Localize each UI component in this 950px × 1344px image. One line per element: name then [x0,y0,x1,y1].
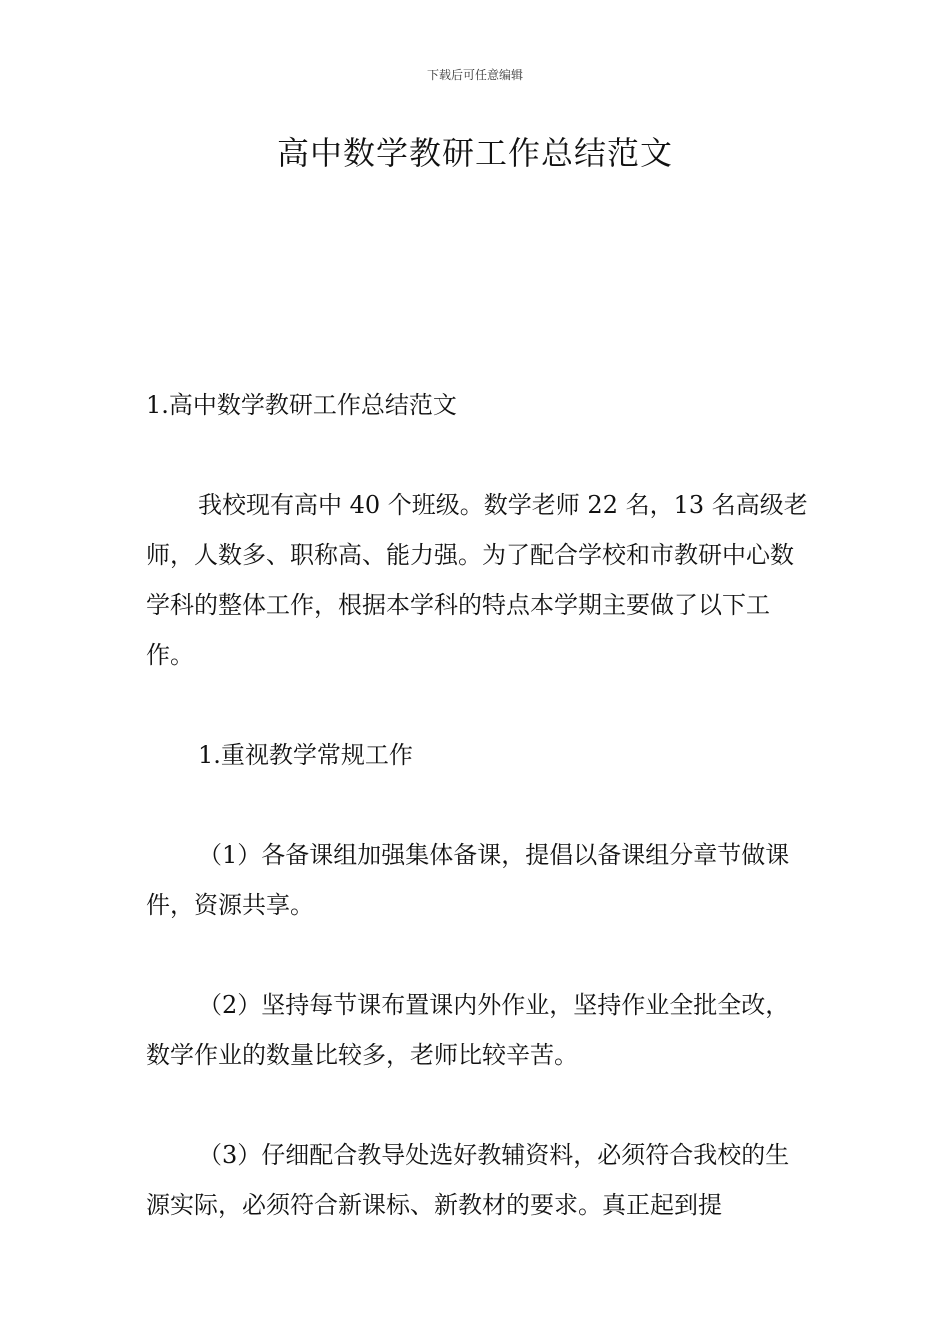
section-heading: 1.高中数学教研工作总结范文 [146,391,457,419]
document-body [146,380,808,1280]
paragraph-item-3: （3）仔细配合教导处选好教辅资料，必须符合我校的生源实际，必须符合新课标、新教材的要求。真正起到提 [146,1141,790,1219]
paragraph-item-1: （1）各备课组加强集体备课，提倡以备课组分章节做课件，资源共享。 [146,841,790,919]
paragraph-intro: 我校现有高中 40 个班级。数学老师 22 名，13 名高级老师，人数多、职称高、能力强。为了配合学校和市教研中心数学科的整体工作，根据本学科的特点本学期主要做了以下工作。 [146,491,808,669]
subheading-routine-work: 1.重视教学常规工作 [198,741,413,769]
header-note: 下载后可任意编辑 [426,68,523,82]
paragraph-item-2: （2）坚持每节课布置课内外作业，坚持作业全批全改，数学作业的数量比较多，老师比较辛苦。 [146,991,790,1069]
document-title: 高中数学教研工作总结范文 [276,134,673,172]
